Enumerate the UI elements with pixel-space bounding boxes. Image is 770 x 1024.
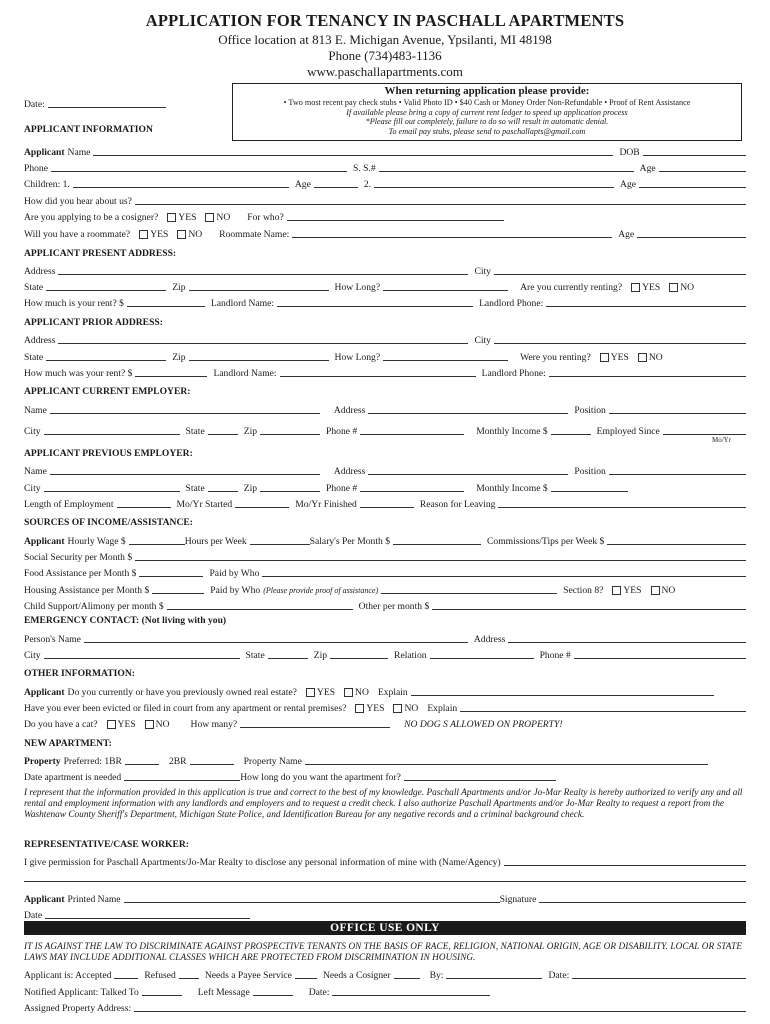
dob-field[interactable] — [643, 155, 746, 156]
employer-income-field[interactable] — [551, 434, 591, 435]
by-field[interactable] — [446, 978, 542, 979]
zip-label: Zip — [172, 282, 186, 293]
applicant-label: Applicant — [24, 687, 65, 698]
employed-since-field[interactable] — [663, 434, 746, 435]
property-name-field[interactable] — [305, 764, 708, 765]
hear-label: How did you hear about us? — [24, 196, 132, 207]
employer-city-row — [24, 423, 746, 437]
name-label: Name — [24, 466, 47, 477]
name-label: Name — [67, 147, 91, 158]
agency-line-row — [24, 870, 746, 884]
for-who-label: For who? — [247, 212, 284, 223]
agency-field-continued[interactable] — [24, 881, 746, 882]
yes-label: YES — [623, 585, 642, 596]
evicted-label: Have you ever been evicted or filed in court from any apartment or rental premises? — [24, 703, 347, 714]
other-income-field[interactable] — [432, 609, 746, 610]
applicant-name-field[interactable] — [93, 155, 613, 156]
present-rent-field[interactable] — [127, 306, 205, 307]
renting-no-checkbox[interactable] — [669, 283, 678, 292]
assigned-address-row — [24, 1000, 746, 1014]
child2-age-field[interactable] — [639, 187, 746, 188]
roommate-yes-checkbox[interactable] — [139, 230, 148, 239]
cat-count-field[interactable] — [240, 727, 390, 728]
state-label: State — [245, 650, 265, 661]
applicant-name-row — [24, 144, 746, 158]
emergency-city-field[interactable] — [44, 658, 240, 659]
prev-employer-name-field[interactable] — [50, 474, 320, 475]
present-landlord-name-field[interactable] — [277, 306, 473, 307]
emergency-name-field[interactable] — [84, 642, 468, 643]
office-address: Office location at 813 E. Michigan Avenue, Ypsilanti, MI 48198 — [218, 32, 552, 47]
emergency-name-row — [24, 631, 746, 645]
zip-label: Zip — [172, 352, 186, 363]
requirements-note-complete: *Please fill out completely, failure to do so will result in automatic denial. — [365, 117, 609, 127]
no-label: NO — [188, 229, 203, 240]
for-who-field[interactable] — [287, 220, 504, 221]
no-label: NO — [216, 212, 231, 223]
city-label: City — [474, 266, 491, 277]
date-needed-label: Date apartment is needed — [24, 772, 122, 783]
child2-label: 2. — [363, 179, 372, 190]
child1-field[interactable] — [73, 187, 289, 188]
prior-state-field[interactable] — [46, 360, 166, 361]
new-apartment-heading: NEW APARTMENT: — [24, 738, 112, 749]
landlord-name-label: Landlord Name: — [213, 368, 277, 379]
yes-label: YES — [610, 352, 629, 363]
length-field[interactable] — [117, 507, 171, 508]
present-zip-field[interactable] — [189, 290, 329, 291]
no-label: NO — [661, 585, 676, 596]
food-row — [24, 565, 746, 579]
paid-by-label: Paid by Who — [209, 568, 260, 579]
prior-address-heading: APPLICANT PRIOR ADDRESS: — [24, 317, 163, 328]
phone-label: Phone # — [326, 483, 358, 494]
employer-zip-field[interactable] — [260, 434, 320, 435]
requirements-note-ledger: If available please bring a copy of current rent ledger to speed up application process — [346, 107, 628, 117]
evicted-explain-field[interactable] — [460, 711, 746, 712]
payee-field[interactable] — [295, 978, 317, 979]
payee-label: Needs a Payee Service — [204, 970, 292, 981]
how-many-label: How many? — [190, 719, 238, 730]
real-estate-no-checkbox[interactable] — [344, 688, 353, 697]
how-long-label: How Long? — [334, 352, 381, 363]
2br-label: 2BR — [168, 756, 187, 767]
employer-city-field[interactable] — [44, 434, 180, 435]
started-field[interactable] — [235, 507, 289, 508]
refused-field[interactable] — [179, 978, 199, 979]
requirements-heading: When returning application please provide: — [384, 85, 590, 97]
phone-label: Phone — [24, 163, 48, 174]
property-name-label: Property Name — [243, 756, 302, 767]
income-heading: SOURCES OF INCOME/ASSISTANCE: — [24, 517, 193, 528]
prev-employer-state-field[interactable] — [208, 491, 238, 492]
commissions-label: Commissions/Tips per Week $ — [487, 536, 605, 547]
address-label: Address — [473, 634, 506, 645]
yes-label: YES — [117, 719, 136, 730]
cat-yes-checkbox[interactable] — [107, 720, 116, 729]
dob-label: DOB — [619, 147, 640, 158]
current-employer-heading: APPLICANT CURRENT EMPLOYER: — [24, 386, 191, 397]
applicant-label: Applicant — [24, 536, 65, 547]
date-needed-row — [24, 769, 556, 783]
present-rent-row — [24, 295, 746, 309]
how-long-want-field[interactable] — [404, 780, 556, 781]
roommate-no-checkbox[interactable] — [177, 230, 186, 239]
date-label: Date: — [308, 987, 330, 998]
present-landlord-phone-field[interactable] — [546, 306, 746, 307]
emergency-state-field[interactable] — [268, 658, 308, 659]
monthly-income-label: Monthly Income $ — [476, 426, 548, 437]
hourly-wage-field[interactable] — [129, 544, 185, 545]
prior-rent-field[interactable] — [135, 376, 207, 377]
date-label: Date — [24, 910, 43, 921]
roommate-name-field[interactable] — [292, 237, 612, 238]
length-label: Length of Employment — [24, 499, 114, 510]
signature-date-row — [24, 907, 250, 921]
prev-employer-name-row — [24, 463, 746, 477]
ss-income-field[interactable] — [135, 560, 746, 561]
food-label: Food Assistance per Month $ — [24, 568, 137, 579]
name-label: Name — [24, 405, 47, 416]
applicant-label: Applicant — [24, 147, 65, 158]
housing-label: Housing Assistance per Month $ — [24, 585, 150, 596]
phone-label: Phone # — [326, 426, 358, 437]
roommate-label: Will you have a roommate? — [24, 229, 131, 240]
ss-income-label: Social Security per Month $ — [24, 552, 133, 563]
authorization-statement: I represent that the information provided in this application is true and correct to the best of my knowledge. Paschall Apartments and/or Jo-Mar Realty is hereby authorized to verify any and all rental and employment information with any landlords and employers and to request a credit check. I also authorize Paschall Apartments and/or Jo-Mar Realty to request a report from the Washtenaw County Sheriff's Department, Michigan State Police, and Identification Bureau for any negative records and a criminal background check. — [24, 788, 743, 821]
applicant-label: Applicant — [24, 894, 65, 905]
emergency-city-row — [24, 647, 746, 661]
salary-field[interactable] — [393, 544, 481, 545]
cat-label: Do you have a cat? — [24, 719, 98, 730]
other-info-heading: OTHER INFORMATION: — [24, 668, 135, 679]
employer-name-row — [24, 402, 746, 416]
yes-label: YES — [316, 687, 336, 698]
real-estate-yes-checkbox[interactable] — [306, 688, 315, 697]
child2-field[interactable] — [374, 187, 614, 188]
prior-renting-no-checkbox[interactable] — [638, 353, 647, 362]
phone-field[interactable] — [51, 171, 347, 172]
mo-yr-hint: Mo/Yr — [712, 436, 732, 444]
no-label: NO — [680, 282, 695, 293]
prev-employer-city-row — [24, 480, 628, 494]
children-row — [24, 176, 746, 190]
needs-cosigner-label: Needs a Cosigner — [322, 970, 391, 981]
position-label: Position — [574, 466, 606, 477]
reason-label: Reason for Leaving — [419, 499, 496, 510]
emergency-heading: EMERGENCY CONTACT: (Not living with you) — [24, 615, 227, 626]
ss-income-row — [24, 549, 746, 563]
no-label: NO — [404, 703, 419, 714]
present-state-row — [24, 279, 746, 293]
assigned-address-label: Assigned Property Address: — [24, 1003, 132, 1014]
accepted-label: Applicant is: Accepted — [24, 970, 112, 981]
city-label: City — [474, 335, 491, 346]
hear-row — [24, 193, 746, 207]
present-address-row — [24, 263, 746, 277]
yes-label: YES — [366, 703, 385, 714]
left-message-field[interactable] — [253, 995, 293, 996]
requirements-note-email: To email pay stubs, please send to paschallapts@gmail.com — [388, 126, 586, 136]
no-label: NO — [355, 687, 369, 698]
date-row — [24, 96, 166, 110]
emergency-address-field[interactable] — [508, 642, 746, 643]
ss-label: S. S.# — [352, 163, 376, 174]
website: www.paschallapartments.com — [307, 64, 463, 79]
prior-renting-yes-checkbox[interactable] — [600, 353, 609, 362]
no-label: NO — [648, 352, 663, 363]
food-field[interactable] — [139, 576, 203, 577]
roommate-age-field[interactable] — [637, 237, 746, 238]
prev-employer-address-field[interactable] — [368, 474, 568, 475]
renting-label: Are you currently renting? — [520, 282, 623, 293]
prev-employer-position-field[interactable] — [609, 474, 746, 475]
agency-field[interactable] — [504, 865, 746, 866]
roommate-row — [24, 226, 746, 240]
permission-label: I give permission for Paschall Apartments/Jo-Mar Realty to disclose any personal information of mine with (Name/Agency) — [24, 857, 501, 868]
cosigner-no-checkbox[interactable] — [205, 213, 214, 222]
office-status-row — [24, 967, 746, 981]
started-label: Mo/Yr Started — [176, 499, 233, 510]
2br-field[interactable] — [190, 764, 234, 765]
address-label: Address — [333, 466, 366, 477]
how-long-want-label: How long do you want the apartment for? — [240, 772, 401, 783]
person-name-label: Person's Name — [24, 634, 81, 645]
how-long-label: How Long? — [334, 282, 381, 293]
employer-state-field[interactable] — [208, 434, 238, 435]
address-label: Address — [24, 335, 56, 346]
emergency-relation-field[interactable] — [430, 658, 534, 659]
city-label: City — [24, 483, 41, 494]
real-estate-label: Do you currently or have you previously owned real estate? — [67, 687, 297, 698]
present-state-field[interactable] — [46, 290, 166, 291]
section8-label: Section 8? — [563, 585, 604, 596]
date-label: Date: — [24, 99, 45, 110]
phone-label: Phone # — [539, 650, 571, 661]
roommate-age-label: Age — [618, 229, 635, 240]
property-label: Property — [24, 756, 61, 767]
refused-label: Refused — [144, 970, 176, 981]
evicted-no-checkbox[interactable] — [393, 704, 402, 713]
salary-label: Salary's Per Month $ — [309, 536, 391, 547]
reason-field[interactable] — [498, 507, 746, 508]
roommate-name-label: Roommate Name: — [219, 229, 290, 240]
present-address-heading: APPLICANT PRESENT ADDRESS: — [24, 248, 177, 259]
zip-label: Zip — [243, 426, 258, 437]
prior-address-row — [24, 332, 746, 346]
signature-label: Signature — [499, 894, 537, 905]
office-use-banner: OFFICE USE ONLY — [24, 921, 746, 935]
signature-field[interactable] — [539, 902, 746, 903]
paid-by-label: Paid by Who — [210, 585, 261, 596]
hours-field[interactable] — [250, 544, 310, 545]
explain-label: Explain — [377, 687, 408, 698]
no-label: NO — [155, 719, 170, 730]
city-label: City — [24, 650, 41, 661]
emergency-phone-field[interactable] — [574, 658, 746, 659]
position-label: Position — [574, 405, 606, 416]
hear-field[interactable] — [135, 204, 746, 205]
property-row — [24, 753, 708, 767]
date-field[interactable] — [48, 107, 166, 108]
prior-rent-row — [24, 365, 746, 379]
address-label: Address — [333, 405, 366, 416]
explain-label: Explain — [427, 703, 458, 714]
cat-row — [24, 716, 664, 730]
requirements-items: • Two most recent pay check stubs • Valid Photo ID • $40 Cash or Money Order Non-Refundable • Proof of Rent Assistance — [283, 98, 691, 107]
state-label: State — [185, 426, 205, 437]
office-phone: Phone (734)483-1136 — [328, 48, 442, 63]
left-message-label: Left Message — [197, 987, 250, 998]
cosigner-row — [24, 209, 504, 223]
zip-label: Zip — [313, 650, 328, 661]
finished-label: Mo/Yr Finished — [295, 499, 357, 510]
state-label: State — [24, 352, 44, 363]
real-estate-explain-field[interactable] — [411, 695, 714, 696]
child1-age-label: Age — [294, 179, 311, 190]
printed-name-field[interactable] — [124, 902, 500, 903]
monthly-income-label: Monthly Income $ — [476, 483, 548, 494]
age-label: Age — [639, 163, 656, 174]
child1-age-field[interactable] — [314, 187, 358, 188]
needs-cosigner-field[interactable] — [394, 978, 420, 979]
housing-field[interactable] — [152, 593, 204, 594]
landlord-phone-label: Landlord Phone: — [479, 298, 544, 309]
by-label: By: — [429, 970, 444, 981]
relation-label: Relation — [394, 650, 427, 661]
yes-label: YES — [150, 229, 169, 240]
commissions-field[interactable] — [607, 544, 746, 545]
employment-length-row — [24, 496, 746, 510]
employer-name-field[interactable] — [50, 413, 320, 414]
real-estate-row — [24, 684, 714, 698]
cosigner-label: Are you applying to be a cosigner? — [24, 212, 159, 223]
applicant-info-heading: APPLICANT INFORMATION — [24, 124, 153, 135]
finished-field[interactable] — [360, 507, 414, 508]
address-label: Address — [24, 266, 56, 277]
printed-name-label: Printed Name — [67, 894, 121, 905]
notified-label: Notified Applicant: Talked To — [24, 987, 139, 998]
wage-row — [24, 533, 746, 547]
employer-phone-field[interactable] — [360, 434, 464, 435]
child2-age-label: Age — [620, 179, 637, 190]
assigned-address-field[interactable] — [134, 1011, 746, 1012]
present-how-long-field[interactable] — [383, 290, 508, 291]
yes-label: YES — [178, 212, 197, 223]
state-label: State — [185, 483, 205, 494]
child-support-row — [24, 598, 746, 612]
representative-heading: REPRESENTATIVE/CASE WORKER: — [24, 839, 189, 850]
employer-address-field[interactable] — [368, 413, 568, 414]
no-dogs-notice: NO DOG S ALLOWED ON PROPERTY! — [404, 719, 563, 730]
talked-to-field[interactable] — [142, 995, 182, 996]
child-support-field[interactable] — [167, 609, 353, 610]
present-city-field[interactable] — [494, 274, 746, 275]
date-label: Date: — [548, 970, 570, 981]
prior-state-row — [24, 349, 746, 363]
housing-paid-by-field[interactable] — [381, 593, 557, 594]
age-field[interactable] — [659, 171, 746, 172]
section8-yes-checkbox[interactable] — [612, 586, 621, 595]
ss-field[interactable] — [379, 171, 634, 172]
prev-employer-income-field[interactable] — [551, 491, 628, 492]
prior-landlord-name-field[interactable] — [280, 376, 476, 377]
zip-label: Zip — [243, 483, 258, 494]
phone-row — [24, 160, 746, 174]
state-label: State — [24, 282, 44, 293]
other-income-label: Other per month $ — [358, 601, 430, 612]
form-title: APPLICATION FOR TENANCY IN PASCHALL APARTMENTS — [145, 11, 625, 30]
date-needed-field[interactable] — [124, 780, 240, 781]
discrimination-disclaimer: IT IS AGAINST THE LAW TO DISCRIMINATE AGAINST PROSPECTIVE TENANTS ON THE BASIS OF RACE, RELIGION, NATIONAL ORIGIN, AGE OR DISABILITY. LOCAL OR STATE LAWS MAY INCLUDE ADDITIONAL CLASSES WHICH ARE PROTECTED FROM DISCRIMINATION IN HOUSING. — [24, 941, 743, 962]
emergency-zip-field[interactable] — [330, 658, 388, 659]
prior-zip-field[interactable] — [189, 360, 329, 361]
renting-yes-checkbox[interactable] — [631, 283, 640, 292]
notified-row — [24, 984, 490, 998]
were-renting-label: Were you renting? — [520, 352, 591, 363]
prev-employer-city-field[interactable] — [44, 491, 180, 492]
rent-label: How much was your rent? $ — [24, 368, 133, 379]
employed-since-label: Employed Since — [596, 426, 660, 437]
hourly-wage-label: Hourly Wage $ — [67, 536, 126, 547]
prev-employer-phone-field[interactable] — [360, 491, 464, 492]
hours-label: Hours per Week — [184, 536, 247, 547]
landlord-phone-label: Landlord Phone: — [481, 368, 546, 379]
prior-landlord-phone-field[interactable] — [549, 376, 746, 377]
prev-employer-zip-field[interactable] — [260, 491, 320, 492]
permission-row — [24, 854, 746, 868]
city-label: City — [24, 426, 41, 437]
food-paid-by-field[interactable] — [262, 576, 746, 577]
section8-no-checkbox[interactable] — [651, 586, 660, 595]
prior-city-field[interactable] — [494, 343, 746, 344]
requirements-box — [232, 83, 742, 141]
cosigner-yes-checkbox[interactable] — [167, 213, 176, 222]
evicted-yes-checkbox[interactable] — [355, 704, 364, 713]
prior-address-field[interactable] — [58, 343, 468, 344]
1br-field[interactable] — [125, 764, 159, 765]
office-date-field[interactable] — [572, 978, 746, 979]
child-support-label: Child Support/Alimony per month $ — [24, 601, 164, 612]
rent-label: How much is your rent? $ — [24, 298, 124, 309]
proof-note: (Please provide proof of assistance) — [263, 586, 379, 595]
present-address-field[interactable] — [58, 274, 468, 275]
notified-date-field[interactable] — [332, 995, 490, 996]
yes-label: YES — [642, 282, 661, 293]
signature-date-field[interactable] — [45, 918, 250, 919]
printed-name-row — [24, 891, 746, 905]
eviction-row — [24, 700, 746, 714]
housing-row — [24, 582, 746, 596]
landlord-name-label: Landlord Name: — [210, 298, 275, 309]
prior-how-long-field[interactable] — [383, 360, 508, 361]
accepted-field[interactable] — [114, 978, 138, 979]
cat-no-checkbox[interactable] — [145, 720, 154, 729]
employer-position-field[interactable] — [609, 413, 746, 414]
children-label: Children: 1. — [24, 179, 70, 190]
previous-employer-heading: APPLICANT PREVIOUS EMPLOYER: — [24, 448, 193, 459]
preferred-1br-label: Preferred: 1BR — [63, 756, 122, 767]
